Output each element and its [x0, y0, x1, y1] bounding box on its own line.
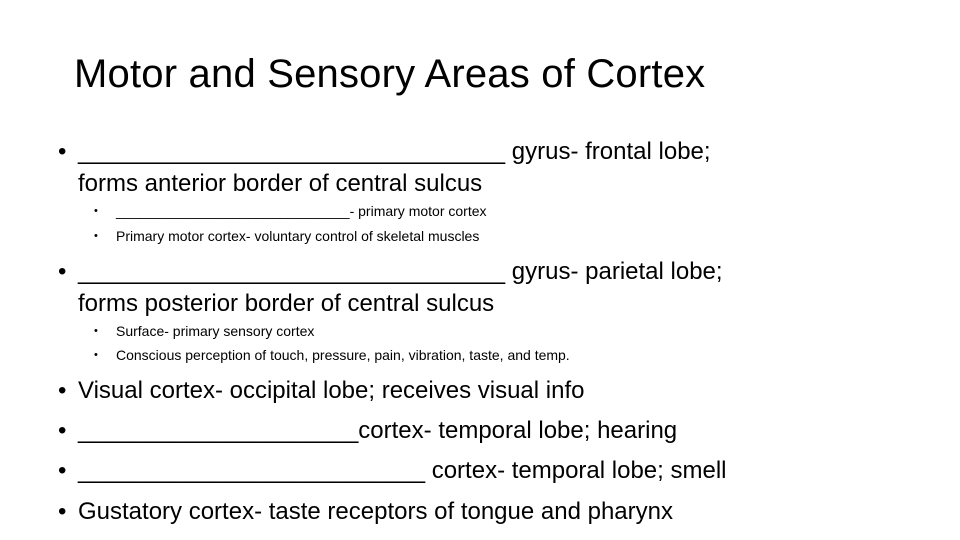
bullet-gustatory-cortex: [58, 496, 673, 528]
bullet-text: Gustatory cortex- taste receptors of tongue and pharynx: [78, 498, 673, 525]
bullet-dot: •: [58, 498, 67, 525]
bullet-auditory-cortex: [58, 415, 678, 447]
sub-bullet-surface: [94, 320, 315, 342]
bullet-dot: •: [58, 138, 67, 165]
sub-bullet-voluntary-control: [94, 225, 480, 247]
bullet-dot: •: [58, 457, 67, 484]
bullet-dot: •: [94, 230, 98, 242]
bullet-precentral-gyrus: [58, 136, 711, 200]
bullet-line: forms posterior border of central sulcus: [78, 290, 495, 317]
bullet-text: Conscious perception of touch, pressure, pain, vibration, taste, and temp.: [116, 347, 570, 363]
bullet-text: Primary motor cortex- voluntary control of skeletal muscles: [116, 228, 480, 244]
bullet-text: _____________________cortex- temporal lobe; hearing: [78, 417, 678, 444]
bullet-line: ________________________________ gyrus- frontal lobe;: [78, 138, 711, 165]
bullet-text: __________________________ cortex- temporal lobe; smell: [78, 457, 727, 484]
bullet-postcentral-gyrus: [58, 256, 723, 320]
bullet-dot: •: [94, 325, 98, 337]
bullet-visual-cortex: [58, 375, 585, 407]
bullet-dot: •: [58, 258, 67, 285]
bullet-dot: •: [58, 417, 67, 444]
bullet-dot: •: [58, 377, 67, 404]
bullet-dot: •: [94, 349, 98, 361]
bullet-line: ________________________________ gyrus- parietal lobe;: [78, 258, 723, 285]
bullet-olfactory-cortex: [58, 455, 727, 487]
bullet-text: Surface- primary sensory cortex: [116, 323, 315, 339]
bullet-text: ______________________________- primary motor cortex: [116, 203, 487, 219]
sub-bullet-conscious-perception: [94, 344, 570, 366]
bullet-line: forms anterior border of central sulcus: [78, 170, 483, 197]
bullet-text: Visual cortex- occipital lobe; receives visual info: [78, 377, 585, 404]
slide-title: Motor and Sensory Areas of Cortex: [74, 52, 706, 96]
sub-bullet-primary-motor: [94, 200, 487, 222]
bullet-dot: •: [94, 205, 98, 217]
